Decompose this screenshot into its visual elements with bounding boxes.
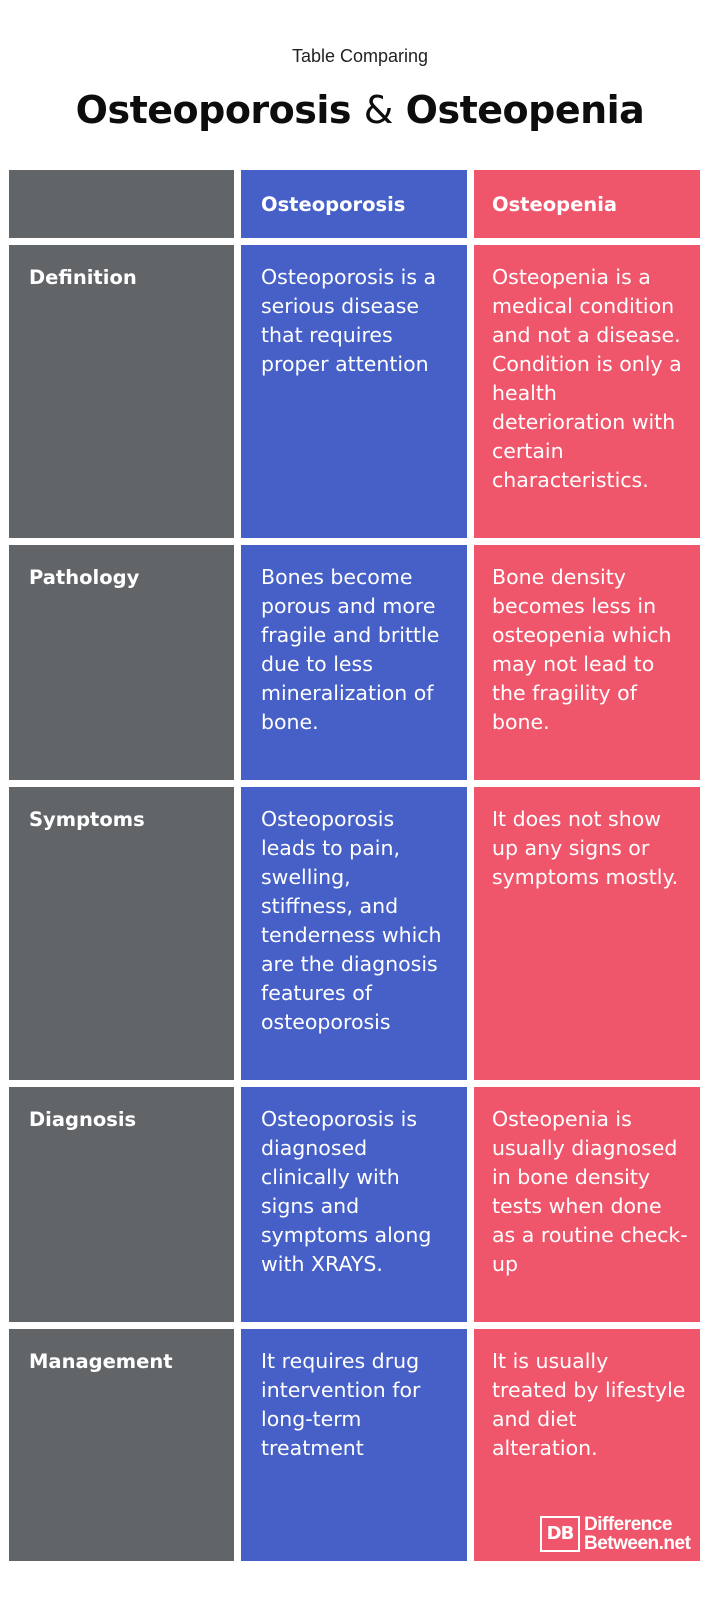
- row-label-diagnosis: Diagnosis: [9, 1087, 234, 1322]
- page-subtitle: Table Comparing: [291, 46, 429, 66]
- title-right: Osteopenia: [405, 88, 645, 132]
- cell-pathology-osteopenia: Bone density becomes less in osteopenia which may not lead to the fragility of bone.: [474, 545, 700, 780]
- title-left: Osteoporosis: [75, 88, 352, 132]
- logo-line-2: Between.net: [584, 1533, 691, 1554]
- differencebetween-logo: [540, 1515, 690, 1553]
- cell-pathology-osteoporosis: Bones become porous and more fragile and brittle due to less mineralization of bone.: [241, 545, 467, 780]
- title-ampersand: &: [363, 88, 393, 132]
- row-label-definition: Definition: [9, 245, 234, 538]
- table-header-osteoporosis: Osteoporosis: [241, 170, 467, 238]
- logo-mark: DB: [540, 1516, 580, 1552]
- table-header-empty: [9, 170, 234, 238]
- cell-diagnosis-osteoporosis: Osteoporosis is diagnosed clinically with signs and symptoms along with XRAYS.: [241, 1087, 467, 1322]
- cell-diagnosis-osteopenia: Osteopenia is usually diagnosed in bone density tests when done as a routine check-up: [474, 1087, 700, 1322]
- row-label-symptoms: Symptoms: [9, 787, 234, 1080]
- page-title: [0, 88, 720, 132]
- cell-definition-osteoporosis: Osteoporosis is a serious disease that requires proper attention: [241, 245, 467, 538]
- row-label-management: Management: [9, 1329, 234, 1561]
- cell-management-osteopenia: It is usually treated by lifestyle and diet alteration.: [474, 1329, 700, 1561]
- table-header-osteopenia: Osteopenia: [474, 170, 700, 238]
- logo-text: [584, 1515, 690, 1553]
- header: [0, 0, 720, 170]
- cell-definition-osteopenia: Osteopenia is a medical condition and not a disease. Condition is only a health deterioration with certain characteristics.: [474, 245, 700, 538]
- cell-symptoms-osteopenia: It does not show up any signs or symptoms mostly.: [474, 787, 700, 1080]
- cell-symptoms-osteoporosis: Osteoporosis leads to pain, swelling, stiffness, and tenderness which are the diagnosis features of osteoporosis: [241, 787, 467, 1080]
- logo-line-1: Difference: [584, 1514, 672, 1535]
- row-label-pathology: Pathology: [9, 545, 234, 780]
- cell-management-osteoporosis: It requires drug intervention for long-term treatment: [241, 1329, 467, 1561]
